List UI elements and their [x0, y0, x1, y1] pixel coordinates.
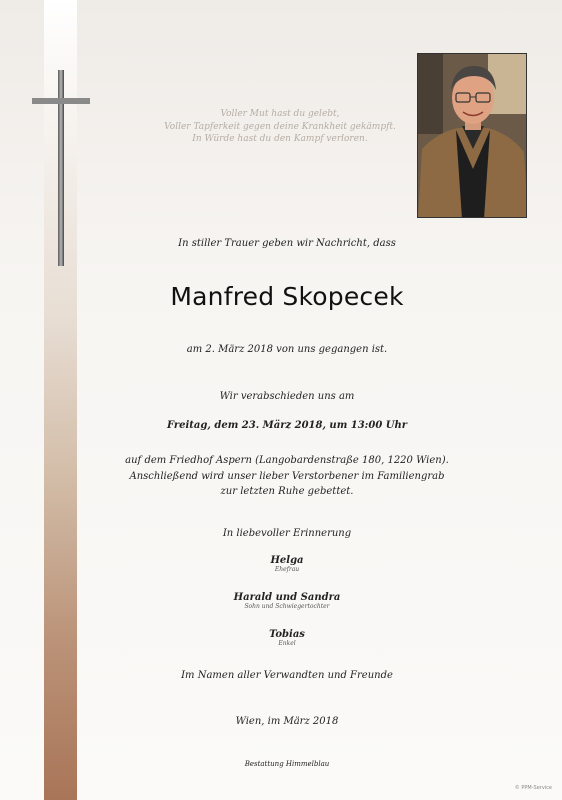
relative-name: Tobias	[269, 629, 305, 640]
farewell-text: Wir verabschieden uns am	[219, 391, 355, 402]
relative-role: Enkel	[278, 640, 296, 647]
intro-text: In stiller Trauer geben wir Nachricht, dass	[178, 238, 396, 249]
place-line: auf dem Friedhof Aspern (Langobardenstraße 180, 1220 Wien).	[125, 455, 449, 466]
relative-role: Ehefrau	[274, 566, 300, 573]
relative-entry	[0, 555, 562, 573]
place-line: Anschließend wird unser lieber Verstorbener im Familiengrab	[129, 470, 445, 482]
undertaker-name: Bestattung Himmelblau	[244, 760, 330, 768]
place-line: zur letzten Ruhe gebettet.	[220, 486, 354, 497]
memorial-verse	[150, 108, 410, 146]
relative-entry	[0, 592, 562, 610]
funeral-place	[0, 453, 562, 500]
memory-heading: In liebevoller Erinnerung	[222, 528, 352, 539]
relative-role: Sohn und Schwiegertochter	[244, 603, 330, 610]
relative-entry	[0, 629, 562, 647]
passing-date-text: am 2. März 2018 von uns gegangen ist.	[186, 344, 388, 355]
deceased-name: Manfred Skopecek	[170, 282, 404, 311]
verse-line: Voller Tapferkeit gegen deine Krankheit gekämpft.	[164, 121, 396, 132]
family-text: Im Namen aller Verwandten und Freunde	[181, 670, 393, 681]
relative-name: Harald und Sandra	[233, 592, 341, 603]
portrait-photo	[417, 53, 527, 218]
verse-line: Voller Mut hast du gelebt,	[220, 109, 340, 119]
funeral-date: Freitag, dem 23. März 2018, um 13:00 Uhr	[166, 420, 408, 431]
relative-name: Helga	[270, 555, 304, 566]
verse-line: In Würde hast du den Kampf verloren.	[192, 134, 368, 144]
copyright-text: © PPM-Service	[514, 785, 552, 791]
city-date: Wien, im März 2018	[235, 716, 339, 727]
